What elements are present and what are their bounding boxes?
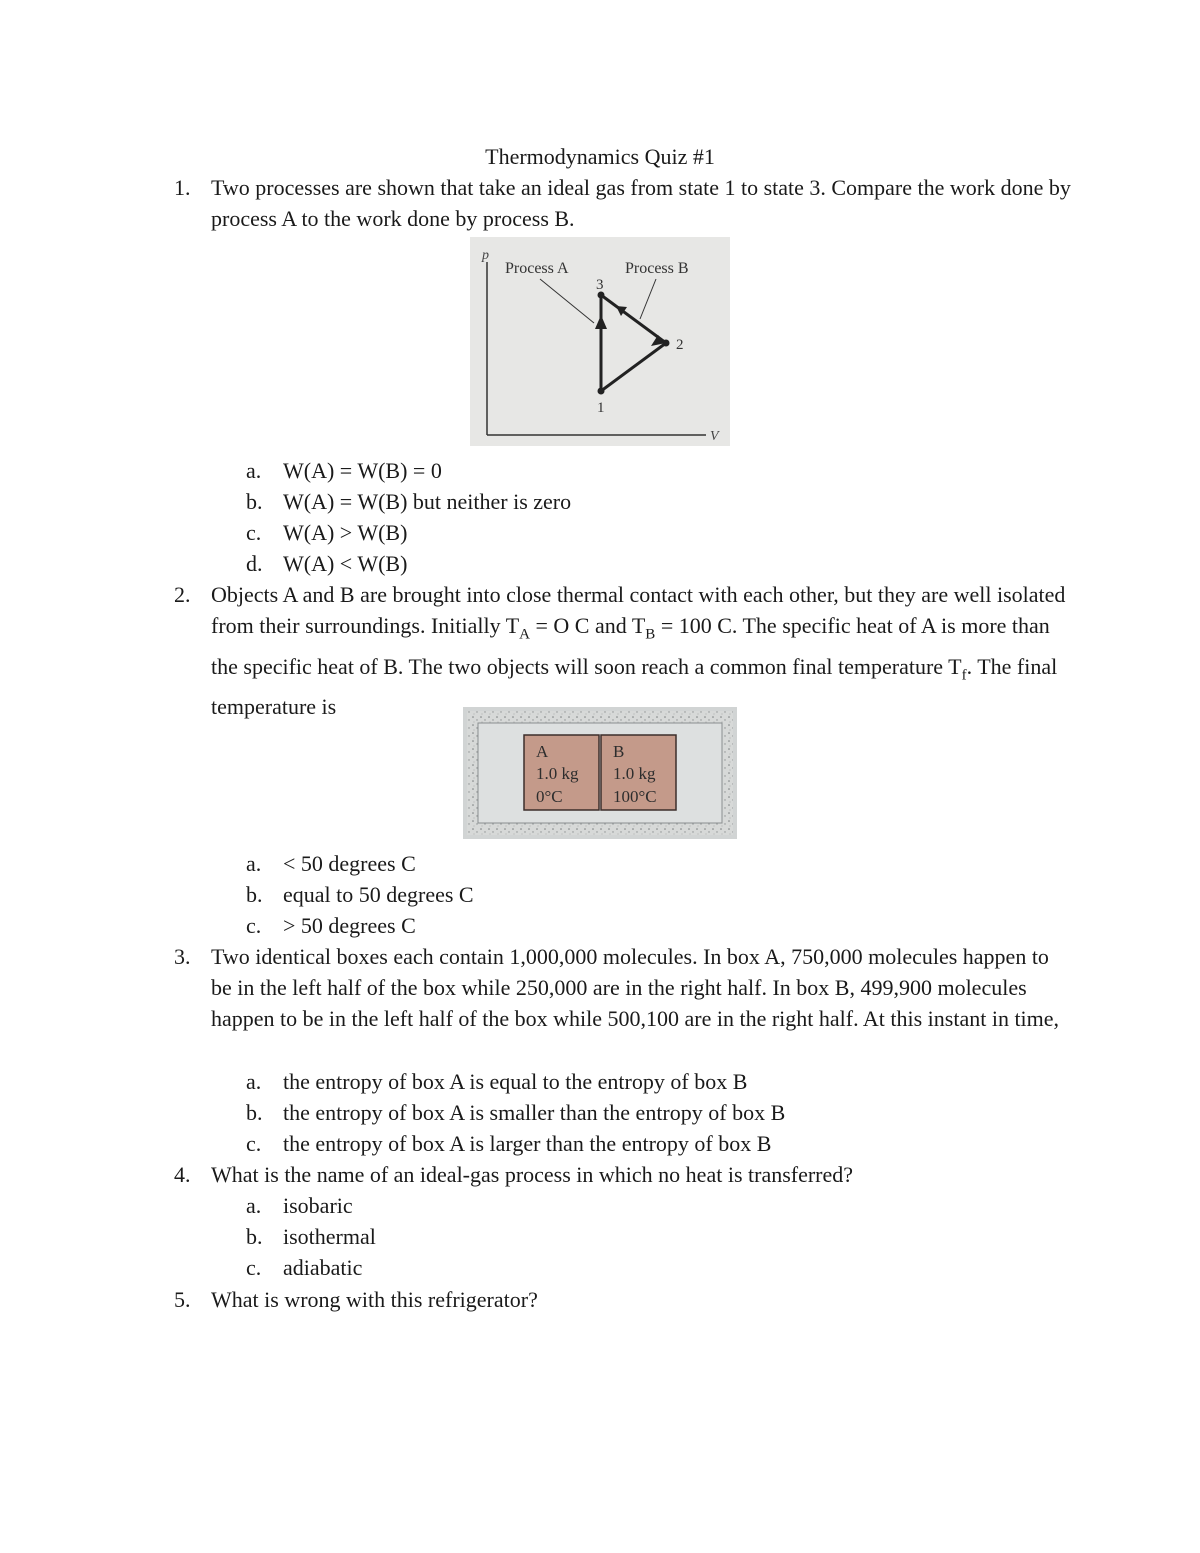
option-letter: c. bbox=[246, 1255, 262, 1280]
question-text-part: = O C and T bbox=[530, 613, 646, 639]
v-axis-label: V bbox=[710, 429, 719, 444]
option-text: the entropy of box A is smaller than the entropy of box B bbox=[283, 1100, 786, 1125]
page-title: Thermodynamics Quiz #1 bbox=[485, 144, 715, 169]
option-letter: a. bbox=[246, 1193, 262, 1218]
state-2-label: 2 bbox=[676, 337, 684, 353]
question-text: Two processes are shown that take an ideal gas from state 1 to state 3. Compare the work done by process A to the work done by process B. bbox=[211, 175, 1071, 232]
isolated-chamber bbox=[478, 723, 722, 823]
option-text: W(A) = W(B) = 0 bbox=[283, 458, 442, 483]
option-letter: b. bbox=[246, 1224, 263, 1249]
object-b-name: B bbox=[613, 742, 625, 761]
question-text: Two identical boxes each contain 1,000,000 molecules. In box A, 750,000 molecules happen to be in the left half of the box while 250,000 are in the right half. In box B, 499,900 molecules happen to be in the left half of the box while 500,100 are in the right half. At this instant in time, bbox=[211, 944, 1060, 1032]
state-2-point bbox=[663, 340, 670, 347]
option-text: isothermal bbox=[283, 1224, 376, 1249]
option-letter: a. bbox=[246, 1069, 262, 1094]
object-b-mass: 1.0 kg bbox=[613, 764, 656, 783]
option-text: isobaric bbox=[283, 1193, 353, 1218]
option-letter: c. bbox=[246, 520, 262, 545]
object-a-name: A bbox=[536, 742, 549, 761]
option-text: equal to 50 degrees C bbox=[283, 882, 474, 907]
process-a-label: Process A bbox=[505, 260, 569, 277]
option-text: adiabatic bbox=[283, 1255, 363, 1280]
subscript-a: A bbox=[519, 626, 531, 643]
option-letter: c. bbox=[246, 1131, 262, 1156]
state-1-label: 1 bbox=[597, 400, 605, 416]
subscript-f: f bbox=[961, 667, 967, 684]
state-3-label: 3 bbox=[596, 277, 604, 293]
thermal-contact-figure bbox=[463, 707, 737, 839]
question-number: 5. bbox=[174, 1287, 191, 1312]
option-letter: c. bbox=[246, 913, 262, 938]
question-text-part: . The final temperature is bbox=[211, 653, 1058, 720]
option-text: > 50 degrees C bbox=[283, 913, 416, 938]
question-text: What is the name of an ideal-gas process in which no heat is transferred? bbox=[211, 1162, 854, 1187]
option-letter: d. bbox=[246, 551, 263, 576]
option-letter: b. bbox=[246, 882, 263, 907]
option-text: the entropy of box A is larger than the entropy of box B bbox=[283, 1131, 772, 1156]
option-letter: b. bbox=[246, 489, 263, 514]
option-letter: b. bbox=[246, 1100, 263, 1125]
option-text: W(A) = W(B) but neither is zero bbox=[283, 489, 572, 514]
question-number: 1. bbox=[174, 175, 191, 200]
question-number: 3. bbox=[174, 944, 191, 969]
object-a-temp: 0°C bbox=[536, 787, 563, 806]
option-text: the entropy of box A is equal to the entropy of box B bbox=[283, 1069, 748, 1094]
question-number: 2. bbox=[174, 582, 191, 607]
option-text: W(A) > W(B) bbox=[283, 520, 408, 545]
option-text: W(A) < W(B) bbox=[283, 551, 408, 576]
state-1-point bbox=[598, 388, 605, 395]
process-b-label: Process B bbox=[625, 260, 689, 277]
option-letter: a. bbox=[246, 851, 262, 876]
p-axis-label: p bbox=[482, 248, 489, 263]
subscript-b: B bbox=[645, 626, 656, 643]
pv-diagram bbox=[470, 237, 730, 446]
question-text-part: = 100 C. The specific heat of A is more than the specific heat of B. The two objects will soon reach a common final temperature T bbox=[211, 613, 1050, 679]
object-b-temp: 100°C bbox=[613, 787, 657, 806]
question-text: What is wrong with this refrigerator? bbox=[211, 1287, 538, 1312]
question-number: 4. bbox=[174, 1162, 191, 1187]
option-text: < 50 degrees C bbox=[283, 851, 416, 876]
question-text-part: Objects A and B are brought into close thermal contact with each other, but they are well isolated from their surroundings. Initially T bbox=[211, 582, 1066, 639]
object-a-mass: 1.0 kg bbox=[536, 764, 579, 783]
option-letter: a. bbox=[246, 458, 262, 483]
question-text bbox=[211, 579, 1071, 723]
